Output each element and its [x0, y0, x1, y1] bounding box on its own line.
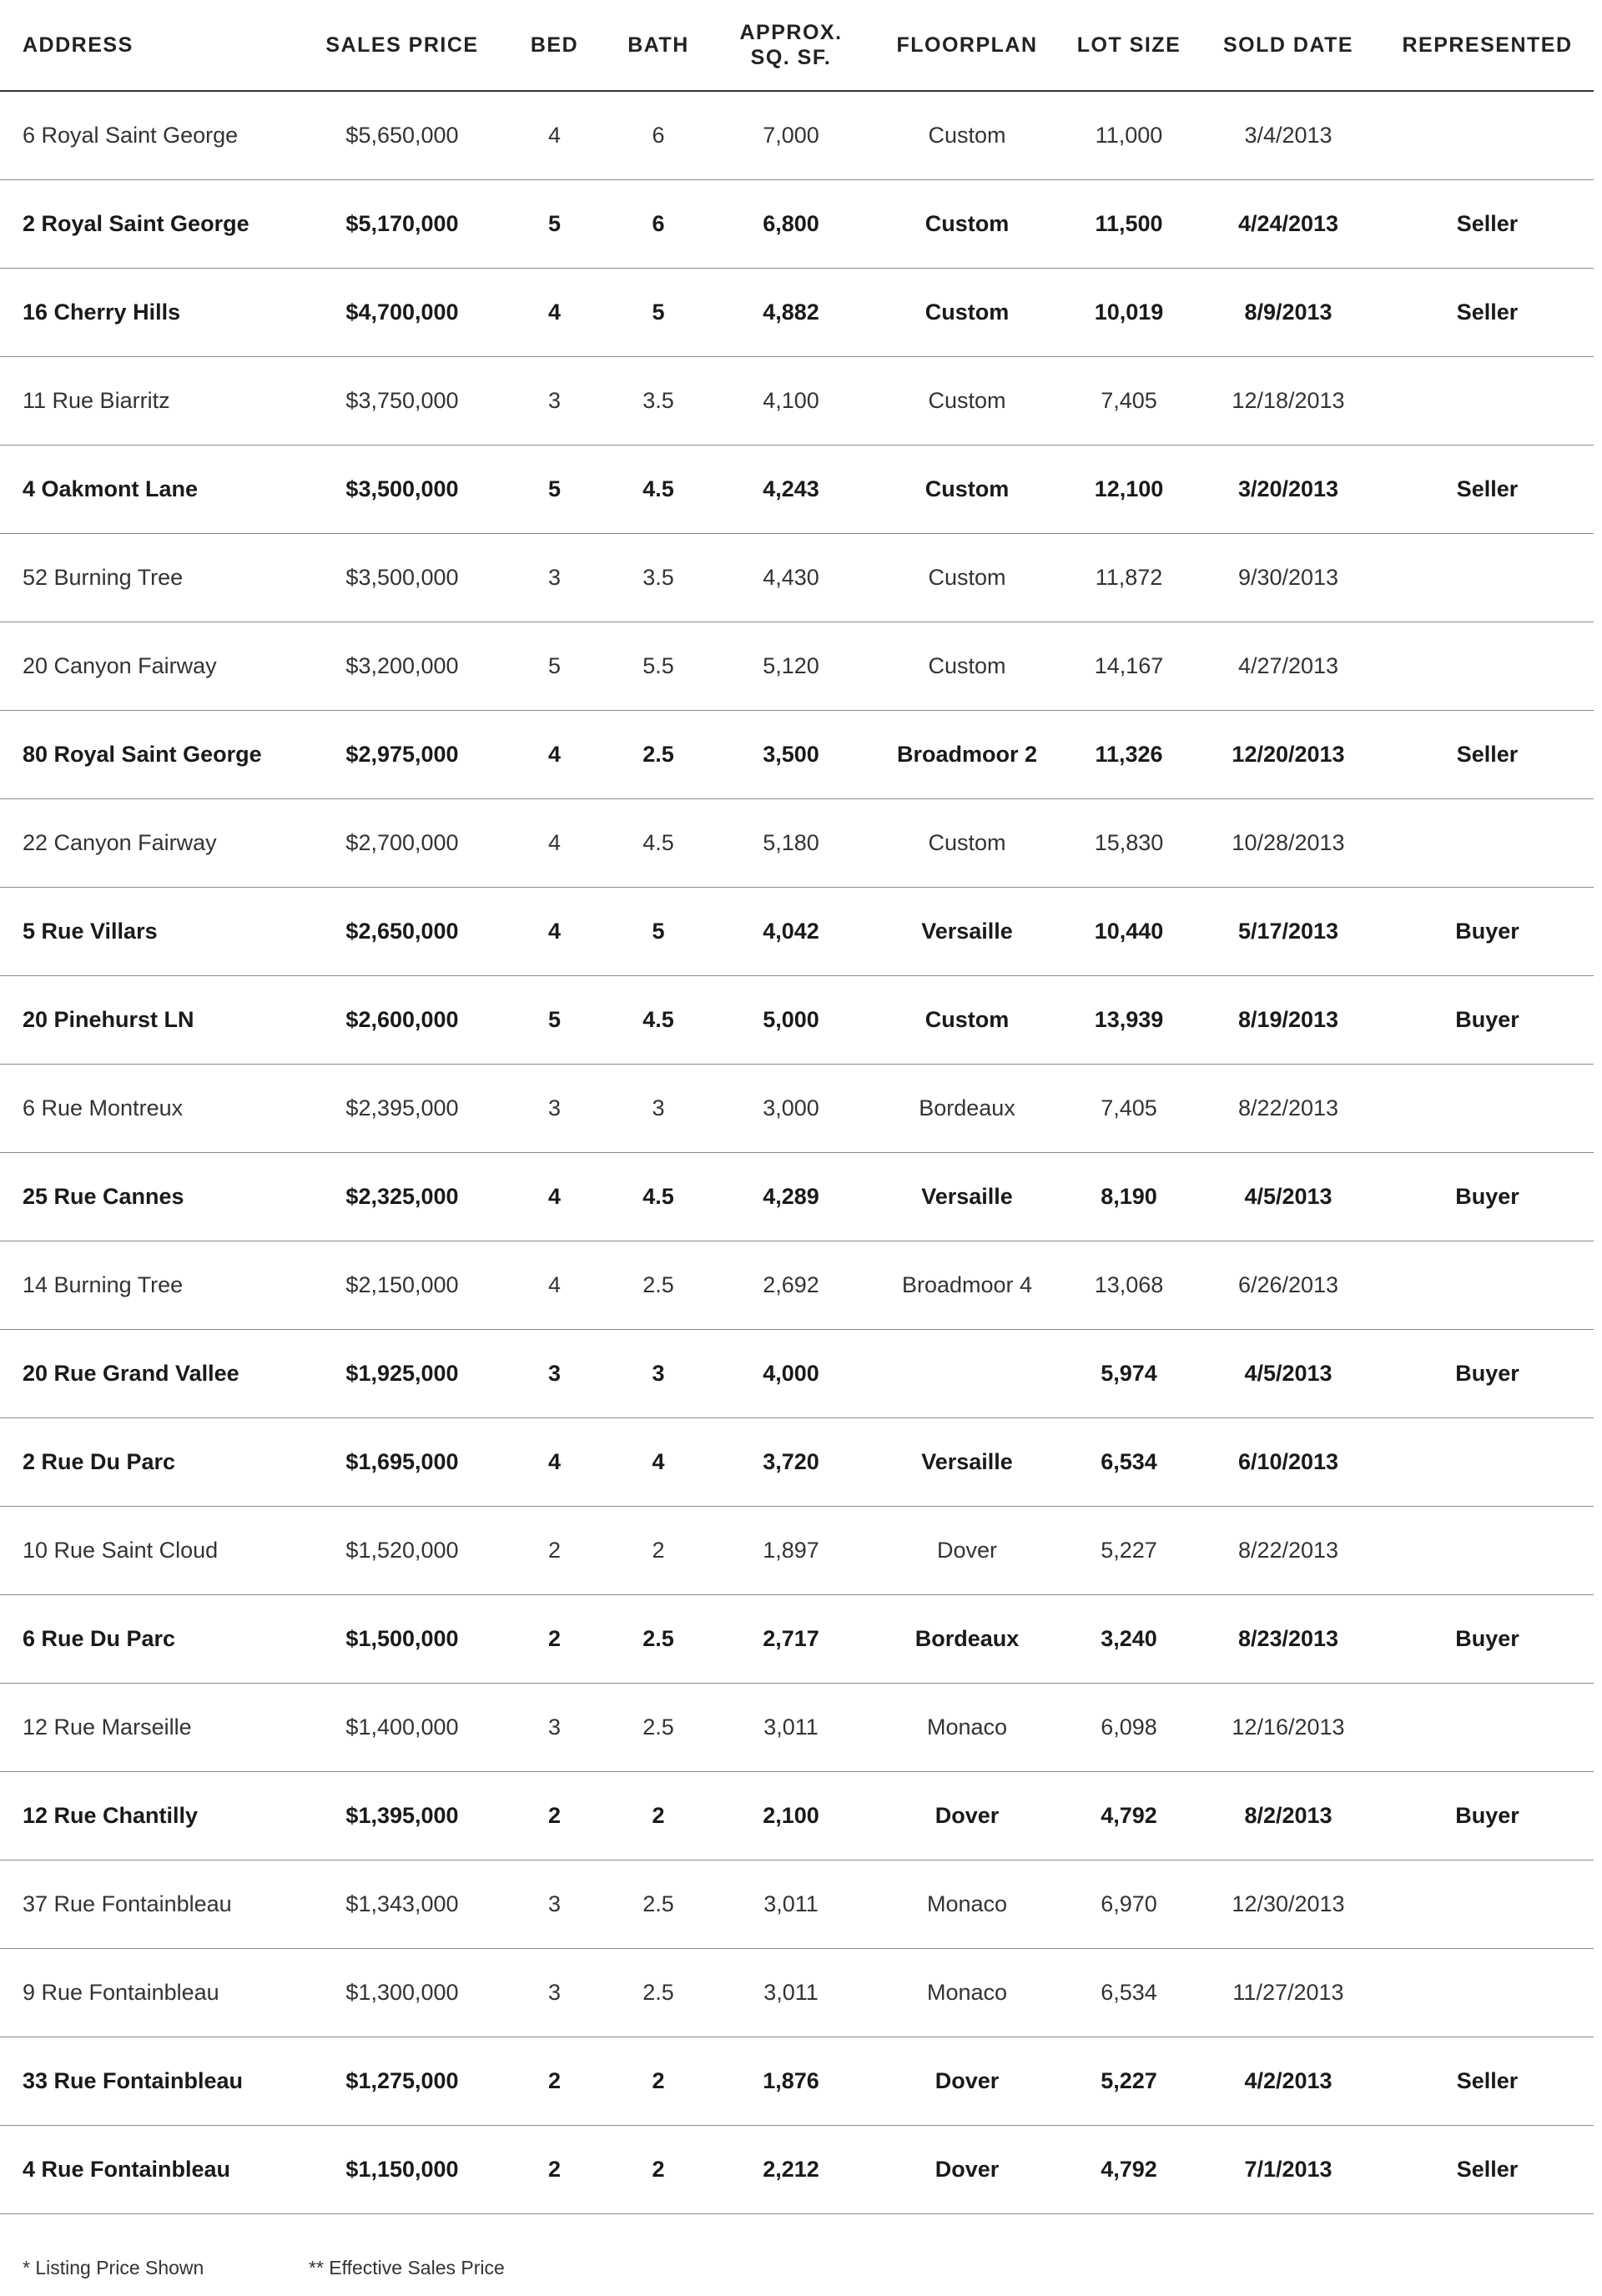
- cell-floorplan: Broadmoor 4: [872, 1241, 1062, 1330]
- cell-address: 37 Rue Fontainbleau: [0, 1860, 302, 1949]
- cell-sales-price: $1,400,000: [302, 1684, 502, 1772]
- cell-sold-date: 3/20/2013: [1196, 446, 1381, 534]
- cell-address: 6 Royal Saint George: [0, 91, 302, 180]
- cell-sold-date: 5/17/2013: [1196, 888, 1381, 976]
- header-sqft: [710, 0, 872, 91]
- header-floorplan: FLOORPLAN: [872, 0, 1062, 91]
- cell-bath: 2.5: [607, 1949, 710, 2037]
- cell-floorplan: Custom: [872, 622, 1062, 711]
- cell-sqft: 4,430: [710, 534, 872, 622]
- cell-address: 12 Rue Marseille: [0, 1684, 302, 1772]
- cell-bath: 4.5: [607, 446, 710, 534]
- cell-floorplan: Bordeaux: [872, 1065, 1062, 1153]
- cell-bed: 3: [502, 1860, 607, 1949]
- cell-lot-size: 6,098: [1062, 1684, 1196, 1772]
- cell-sales-price: $1,925,000: [302, 1330, 502, 1418]
- header-lot-size: LOT SIZE: [1062, 0, 1196, 91]
- cell-sqft: 3,000: [710, 1065, 872, 1153]
- table-row: [0, 1241, 1594, 1330]
- cell-sqft: 5,000: [710, 976, 872, 1065]
- cell-sqft: 3,011: [710, 1949, 872, 2037]
- cell-sales-price: $1,275,000: [302, 2037, 502, 2126]
- cell-sqft: 2,717: [710, 1595, 872, 1684]
- cell-sales-price: $1,520,000: [302, 1507, 502, 1595]
- cell-bath: 2.5: [607, 1241, 710, 1330]
- header-represented: REPRESENTED: [1381, 0, 1594, 91]
- cell-lot-size: 5,227: [1062, 2037, 1196, 2126]
- cell-lot-size: 15,830: [1062, 799, 1196, 888]
- table-row: [0, 1153, 1594, 1241]
- table-row: [0, 1065, 1594, 1153]
- cell-address: 9 Rue Fontainbleau: [0, 1949, 302, 2037]
- cell-sold-date: 11/27/2013: [1196, 1949, 1381, 2037]
- table-row: [0, 1418, 1594, 1507]
- cell-address: 20 Rue Grand Vallee: [0, 1330, 302, 1418]
- cell-floorplan: Monaco: [872, 1949, 1062, 2037]
- header-address: ADDRESS: [0, 0, 302, 91]
- cell-sales-price: $3,500,000: [302, 534, 502, 622]
- cell-sold-date: 8/23/2013: [1196, 1595, 1381, 1684]
- table-row: [0, 1330, 1594, 1418]
- cell-address: 6 Rue Du Parc: [0, 1595, 302, 1684]
- cell-address: 25 Rue Cannes: [0, 1153, 302, 1241]
- cell-sqft: 3,500: [710, 711, 872, 799]
- cell-sold-date: 6/26/2013: [1196, 1241, 1381, 1330]
- cell-sold-date: 4/2/2013: [1196, 2037, 1381, 2126]
- cell-floorplan: [872, 1330, 1062, 1418]
- cell-sold-date: 10/28/2013: [1196, 799, 1381, 888]
- cell-lot-size: 11,872: [1062, 534, 1196, 622]
- cell-address: 2 Royal Saint George: [0, 180, 302, 269]
- cell-sqft: 5,120: [710, 622, 872, 711]
- cell-represented: Seller: [1381, 180, 1594, 269]
- cell-floorplan: Bordeaux: [872, 1595, 1062, 1684]
- cell-lot-size: 14,167: [1062, 622, 1196, 711]
- cell-bed: 3: [502, 1684, 607, 1772]
- cell-bath: 2: [607, 2126, 710, 2214]
- cell-sales-price: $1,695,000: [302, 1418, 502, 1507]
- header-sqft-line1: APPROX.: [739, 21, 843, 44]
- table-row: [0, 711, 1594, 799]
- cell-address: 16 Cherry Hills: [0, 269, 302, 357]
- cell-bath: 5: [607, 888, 710, 976]
- cell-represented: [1381, 799, 1594, 888]
- cell-sold-date: 12/16/2013: [1196, 1684, 1381, 1772]
- header-sqft-line2: SQ. SF.: [750, 46, 832, 69]
- cell-sold-date: 7/1/2013: [1196, 2126, 1381, 2214]
- cell-sales-price: $5,170,000: [302, 180, 502, 269]
- table-row: [0, 269, 1594, 357]
- cell-floorplan: Custom: [872, 269, 1062, 357]
- cell-bed: 5: [502, 446, 607, 534]
- cell-bath: 4.5: [607, 976, 710, 1065]
- cell-floorplan: Custom: [872, 976, 1062, 1065]
- cell-represented: Buyer: [1381, 1153, 1594, 1241]
- cell-bed: 2: [502, 1595, 607, 1684]
- cell-sales-price: $1,500,000: [302, 1595, 502, 1684]
- cell-bed: 4: [502, 1241, 607, 1330]
- cell-address: 5 Rue Villars: [0, 888, 302, 976]
- table-row: [0, 1949, 1594, 2037]
- cell-represented: Seller: [1381, 2037, 1594, 2126]
- cell-bath: 2: [607, 2037, 710, 2126]
- cell-represented: Buyer: [1381, 1330, 1594, 1418]
- cell-bed: 2: [502, 2126, 607, 2214]
- cell-floorplan: Custom: [872, 91, 1062, 180]
- cell-bath: 3: [607, 1065, 710, 1153]
- table-row: [0, 534, 1594, 622]
- table-row: [0, 1860, 1594, 1949]
- table-row: [0, 1507, 1594, 1595]
- cell-sqft: 2,692: [710, 1241, 872, 1330]
- cell-sold-date: 8/19/2013: [1196, 976, 1381, 1065]
- cell-represented: Buyer: [1381, 976, 1594, 1065]
- cell-bed: 4: [502, 711, 607, 799]
- cell-sales-price: $1,300,000: [302, 1949, 502, 2037]
- cell-sqft: 4,243: [710, 446, 872, 534]
- cell-address: 20 Pinehurst LN: [0, 976, 302, 1065]
- cell-bath: 2.5: [607, 1684, 710, 1772]
- cell-represented: [1381, 1507, 1594, 1595]
- header-bath: BATH: [607, 0, 710, 91]
- cell-lot-size: 10,440: [1062, 888, 1196, 976]
- cell-sqft: 7,000: [710, 91, 872, 180]
- cell-bath: 4.5: [607, 1153, 710, 1241]
- cell-lot-size: 11,500: [1062, 180, 1196, 269]
- table-row: [0, 622, 1594, 711]
- cell-bed: 3: [502, 1065, 607, 1153]
- cell-represented: [1381, 1065, 1594, 1153]
- cell-sales-price: $2,700,000: [302, 799, 502, 888]
- cell-floorplan: Custom: [872, 799, 1062, 888]
- cell-sqft: 3,011: [710, 1684, 872, 1772]
- cell-represented: [1381, 1860, 1594, 1949]
- cell-floorplan: Versaille: [872, 888, 1062, 976]
- cell-sold-date: 3/4/2013: [1196, 91, 1381, 180]
- table-header-row: [0, 0, 1594, 91]
- cell-floorplan: Custom: [872, 534, 1062, 622]
- cell-represented: [1381, 622, 1594, 711]
- cell-sold-date: 9/30/2013: [1196, 534, 1381, 622]
- cell-address: 14 Burning Tree: [0, 1241, 302, 1330]
- cell-lot-size: 5,974: [1062, 1330, 1196, 1418]
- table-row: [0, 976, 1594, 1065]
- cell-sqft: 1,897: [710, 1507, 872, 1595]
- cell-floorplan: Dover: [872, 1507, 1062, 1595]
- cell-bath: 2.5: [607, 711, 710, 799]
- cell-represented: [1381, 534, 1594, 622]
- cell-sqft: 2,100: [710, 1772, 872, 1860]
- cell-floorplan: Monaco: [872, 1860, 1062, 1949]
- cell-represented: [1381, 357, 1594, 446]
- cell-lot-size: 10,019: [1062, 269, 1196, 357]
- cell-represented: Buyer: [1381, 888, 1594, 976]
- cell-bed: 2: [502, 1507, 607, 1595]
- cell-address: 33 Rue Fontainbleau: [0, 2037, 302, 2126]
- cell-bath: 5.5: [607, 622, 710, 711]
- header-bed: BED: [502, 0, 607, 91]
- cell-represented: Seller: [1381, 446, 1594, 534]
- footnotes: [23, 2257, 505, 2279]
- table-row: [0, 2037, 1594, 2126]
- cell-address: 6 Rue Montreux: [0, 1065, 302, 1153]
- cell-sqft: 4,042: [710, 888, 872, 976]
- cell-bath: 3.5: [607, 357, 710, 446]
- cell-bed: 4: [502, 269, 607, 357]
- cell-lot-size: 5,227: [1062, 1507, 1196, 1595]
- cell-sold-date: 8/22/2013: [1196, 1065, 1381, 1153]
- footnote-effective-price: ** Effective Sales Price: [309, 2257, 505, 2278]
- cell-sqft: 3,720: [710, 1418, 872, 1507]
- cell-sales-price: $3,500,000: [302, 446, 502, 534]
- cell-bath: 4: [607, 1418, 710, 1507]
- table-row: [0, 357, 1594, 446]
- cell-sales-price: $5,650,000: [302, 91, 502, 180]
- cell-sales-price: $2,325,000: [302, 1153, 502, 1241]
- cell-bed: 4: [502, 91, 607, 180]
- cell-sqft: 2,212: [710, 2126, 872, 2214]
- cell-sqft: 6,800: [710, 180, 872, 269]
- cell-bath: 4.5: [607, 799, 710, 888]
- cell-sqft: 4,882: [710, 269, 872, 357]
- table-row: [0, 91, 1594, 180]
- cell-address: 10 Rue Saint Cloud: [0, 1507, 302, 1595]
- cell-sales-price: $2,600,000: [302, 976, 502, 1065]
- cell-bed: 3: [502, 357, 607, 446]
- cell-lot-size: 6,534: [1062, 1949, 1196, 2037]
- cell-sales-price: $1,343,000: [302, 1860, 502, 1949]
- cell-address: 2 Rue Du Parc: [0, 1418, 302, 1507]
- cell-lot-size: 7,405: [1062, 1065, 1196, 1153]
- cell-sold-date: 8/22/2013: [1196, 1507, 1381, 1595]
- cell-sales-price: $2,650,000: [302, 888, 502, 976]
- cell-floorplan: Monaco: [872, 1684, 1062, 1772]
- cell-lot-size: 13,939: [1062, 976, 1196, 1065]
- cell-sales-price: $4,700,000: [302, 269, 502, 357]
- cell-lot-size: 6,534: [1062, 1418, 1196, 1507]
- cell-sqft: 1,876: [710, 2037, 872, 2126]
- cell-lot-size: 11,326: [1062, 711, 1196, 799]
- cell-sold-date: 12/18/2013: [1196, 357, 1381, 446]
- cell-floorplan: Dover: [872, 2037, 1062, 2126]
- cell-bath: 3.5: [607, 534, 710, 622]
- cell-bath: 3: [607, 1330, 710, 1418]
- cell-bed: 4: [502, 799, 607, 888]
- cell-represented: [1381, 1684, 1594, 1772]
- table-body: [0, 91, 1594, 2214]
- cell-sold-date: 4/27/2013: [1196, 622, 1381, 711]
- cell-represented: Buyer: [1381, 1772, 1594, 1860]
- cell-represented: Seller: [1381, 2126, 1594, 2214]
- cell-lot-size: 8,190: [1062, 1153, 1196, 1241]
- cell-sqft: 4,289: [710, 1153, 872, 1241]
- cell-bed: 5: [502, 180, 607, 269]
- cell-represented: Buyer: [1381, 1595, 1594, 1684]
- cell-bed: 4: [502, 1153, 607, 1241]
- cell-sqft: 3,011: [710, 1860, 872, 1949]
- cell-floorplan: Versaille: [872, 1418, 1062, 1507]
- table-row: [0, 180, 1594, 269]
- cell-floorplan: Broadmoor 2: [872, 711, 1062, 799]
- cell-bath: 6: [607, 91, 710, 180]
- cell-sold-date: 4/5/2013: [1196, 1153, 1381, 1241]
- cell-represented: [1381, 1949, 1594, 2037]
- cell-floorplan: Custom: [872, 180, 1062, 269]
- cell-address: 12 Rue Chantilly: [0, 1772, 302, 1860]
- cell-bath: 2: [607, 1772, 710, 1860]
- table-row: [0, 1684, 1594, 1772]
- cell-address: 11 Rue Biarritz: [0, 357, 302, 446]
- cell-lot-size: 4,792: [1062, 2126, 1196, 2214]
- table-row: [0, 799, 1594, 888]
- cell-lot-size: 13,068: [1062, 1241, 1196, 1330]
- cell-sales-price: $2,975,000: [302, 711, 502, 799]
- cell-address: 4 Rue Fontainbleau: [0, 2126, 302, 2214]
- cell-bed: 4: [502, 888, 607, 976]
- cell-floorplan: Versaille: [872, 1153, 1062, 1241]
- cell-lot-size: 4,792: [1062, 1772, 1196, 1860]
- cell-lot-size: 3,240: [1062, 1595, 1196, 1684]
- cell-bed: 3: [502, 534, 607, 622]
- cell-address: 52 Burning Tree: [0, 534, 302, 622]
- cell-floorplan: Dover: [872, 2126, 1062, 2214]
- table-row: [0, 2126, 1594, 2214]
- cell-sales-price: $3,200,000: [302, 622, 502, 711]
- cell-sales-price: $3,750,000: [302, 357, 502, 446]
- cell-bath: 2.5: [607, 1860, 710, 1949]
- cell-sold-date: 12/30/2013: [1196, 1860, 1381, 1949]
- cell-bath: 2: [607, 1507, 710, 1595]
- cell-lot-size: 11,000: [1062, 91, 1196, 180]
- cell-bath: 2.5: [607, 1595, 710, 1684]
- cell-bath: 5: [607, 269, 710, 357]
- cell-sales-price: $2,150,000: [302, 1241, 502, 1330]
- cell-floorplan: Dover: [872, 1772, 1062, 1860]
- header-sales-price: SALES PRICE: [302, 0, 502, 91]
- table-row: [0, 888, 1594, 976]
- cell-sales-price: $1,150,000: [302, 2126, 502, 2214]
- cell-address: 4 Oakmont Lane: [0, 446, 302, 534]
- cell-floorplan: Custom: [872, 357, 1062, 446]
- cell-represented: [1381, 1418, 1594, 1507]
- cell-sold-date: 4/5/2013: [1196, 1330, 1381, 1418]
- table-row: [0, 1772, 1594, 1860]
- cell-sales-price: $2,395,000: [302, 1065, 502, 1153]
- cell-floorplan: Custom: [872, 446, 1062, 534]
- cell-represented: [1381, 91, 1594, 180]
- cell-sqft: 5,180: [710, 799, 872, 888]
- cell-sqft: 4,000: [710, 1330, 872, 1418]
- cell-sold-date: 8/9/2013: [1196, 269, 1381, 357]
- cell-sold-date: 12/20/2013: [1196, 711, 1381, 799]
- cell-sqft: 4,100: [710, 357, 872, 446]
- header-sold-date: SOLD DATE: [1196, 0, 1381, 91]
- cell-sold-date: 6/10/2013: [1196, 1418, 1381, 1507]
- cell-bed: 4: [502, 1418, 607, 1507]
- table-row: [0, 1595, 1594, 1684]
- cell-bed: 3: [502, 1949, 607, 2037]
- cell-bed: 2: [502, 1772, 607, 1860]
- cell-address: 80 Royal Saint George: [0, 711, 302, 799]
- table-row: [0, 446, 1594, 534]
- cell-bed: 5: [502, 622, 607, 711]
- cell-lot-size: 12,100: [1062, 446, 1196, 534]
- footnote-listing-price: * Listing Price Shown: [23, 2257, 204, 2278]
- cell-lot-size: 7,405: [1062, 357, 1196, 446]
- cell-bed: 5: [502, 976, 607, 1065]
- cell-sold-date: 8/2/2013: [1196, 1772, 1381, 1860]
- cell-represented: [1381, 1241, 1594, 1330]
- cell-bed: 2: [502, 2037, 607, 2126]
- cell-represented: Seller: [1381, 269, 1594, 357]
- cell-sales-price: $1,395,000: [302, 1772, 502, 1860]
- cell-address: 22 Canyon Fairway: [0, 799, 302, 888]
- cell-address: 20 Canyon Fairway: [0, 622, 302, 711]
- cell-bed: 3: [502, 1330, 607, 1418]
- cell-sold-date: 4/24/2013: [1196, 180, 1381, 269]
- cell-bath: 6: [607, 180, 710, 269]
- cell-represented: Seller: [1381, 711, 1594, 799]
- cell-lot-size: 6,970: [1062, 1860, 1196, 1949]
